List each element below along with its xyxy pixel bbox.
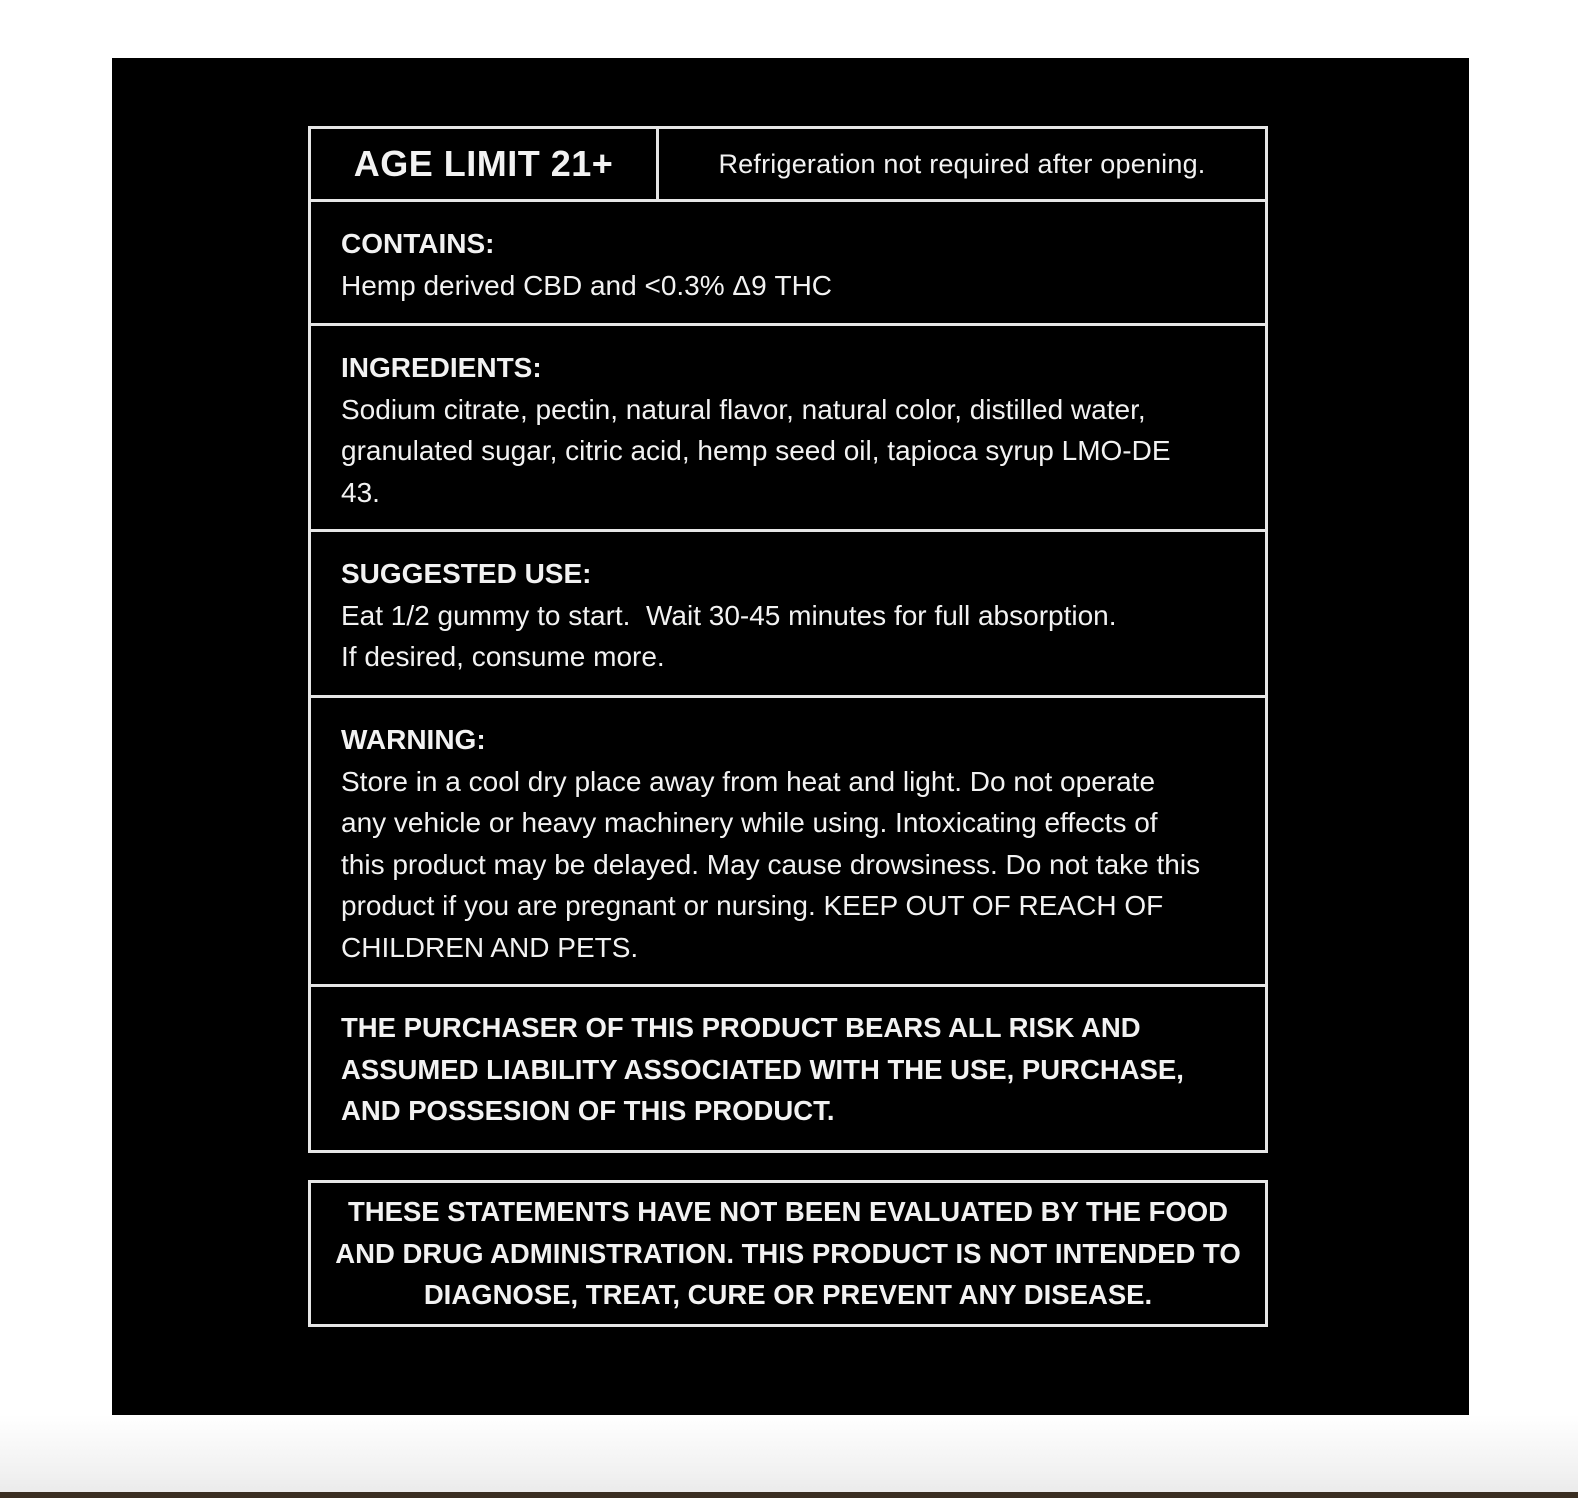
suggested-use-section [311,532,1265,698]
label-panel [112,58,1469,1415]
label-top-row [311,129,1265,202]
ingredients-heading: INGREDIENTS: [341,352,542,383]
age-limit: AGE LIMIT 21+ [311,129,659,199]
warning-heading: WARNING: [341,724,486,755]
warning-text: Store in a cool dry place away from heat and light. Do not operate any vehicle or heavy machinery while using. Intoxicating effects of this product may be delayed. May cause drowsiness. Do not take this product if you are pregnant or nursing. KEEP OUT OF REACH OF CHILDREN AND PETS. [341,765,1201,963]
suggested-use-heading: SUGGESTED USE: [341,558,592,589]
page-bottom-edge [0,1492,1578,1498]
label-info-table [308,126,1268,1153]
contains-heading: CONTAINS: [341,228,495,259]
ingredients-section [311,326,1265,532]
contains-section [311,202,1265,326]
fda-disclaimer: THESE STATEMENTS HAVE NOT BEEN EVALUATED BY THE FOOD AND DRUG ADMINISTRATION. THIS PRODUCT IS NOT INTENDED TO DIAGNOSE, TREAT, CURE OR PREVENT ANY DISEASE. [308,1180,1268,1327]
suggested-use-line-2: If desired, consume more. [341,641,665,672]
refrigeration-note: Refrigeration not required after opening. [718,148,1206,179]
purchaser-liability-notice: THE PURCHASER OF THIS PRODUCT BEARS ALL RISK AND ASSUMED LIABILITY ASSOCIATED WITH THE USE, PURCHASE, AND POSSESION OF THIS PRODUCT. [341,1012,1184,1126]
page-bottom-band [0,1415,1578,1498]
contains-text: Hemp derived CBD and <0.3% Δ9 THC [341,269,833,301]
suggested-use-line-1: Eat 1/2 gummy to start. Wait 30-45 minutes for full absorption. [341,599,1117,631]
warning-section [311,698,1265,987]
ingredients-text: Sodium citrate, pectin, natural flavor, natural color, distilled water, granulated sugar, citric acid, hemp seed oil, tapioca syrup LMO-DE 43. [341,393,1171,508]
